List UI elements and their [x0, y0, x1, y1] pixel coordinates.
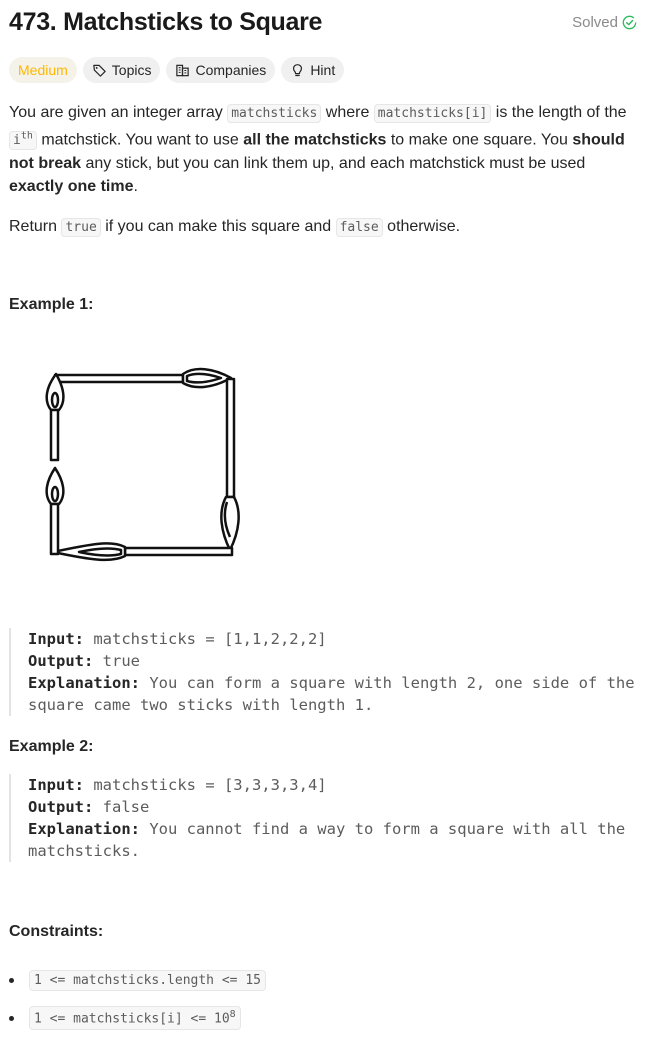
difficulty-label: Medium	[18, 62, 68, 78]
constraint-code: 1 <= matchsticks[i] <= $10^8$	[29, 1006, 241, 1029]
tag-row	[9, 57, 344, 83]
constraint-code: 1 <= matchsticks.length <= 15	[29, 970, 266, 991]
example-1-heading: Example 1:	[9, 296, 94, 313]
inline-code: false	[336, 218, 383, 237]
description-paragraph-2: Return true if you can make this square and false otherwise.	[9, 218, 461, 236]
topics-button[interactable]	[83, 57, 161, 83]
constraint-item	[9, 999, 266, 1037]
example-2-heading: Example 2:	[9, 738, 94, 755]
constraints-heading: Constraints:	[9, 923, 104, 940]
topics-label: Topics	[111, 62, 152, 78]
companies-label: Companies	[195, 62, 267, 78]
difficulty-badge	[9, 57, 77, 83]
example-1-block: Input: matchsticks = [1,1,2,2,2] Output: true Explanation: You can form a square with length 2, one side of the square came two sticks with length 1.	[9, 628, 637, 716]
inline-code: matchsticks	[227, 104, 321, 123]
example-2-block: Input: matchsticks = [3,3,3,3,4] Output: false Explanation: You cannot find a way to form a square with all the matchsticks.	[9, 774, 637, 862]
hint-button[interactable]	[281, 57, 344, 83]
matchsticks-illustration	[35, 362, 250, 574]
problem-description	[9, 101, 634, 256]
title-row	[9, 5, 637, 41]
inline-code: true	[61, 218, 100, 237]
description-paragraph-1: You are given an integer array matchsticks where matchsticks[i] is the length of the $i^{th}$ matchstick. You want to use all the matchsticks to make one square. You should not break any stick, but you can link them up, and each matchstick must be used exactly one time.	[9, 104, 627, 196]
inline-code: $i^{th}$	[9, 131, 37, 150]
problem-title[interactable]: 473. Matchsticks to Square	[9, 8, 323, 36]
solved-status	[572, 14, 637, 31]
hint-label: Hint	[310, 62, 336, 78]
constraint-item	[9, 961, 266, 999]
lightbulb-icon	[290, 63, 305, 78]
solved-label: Solved	[572, 14, 618, 31]
bullet	[9, 1016, 14, 1021]
check-circle-icon	[622, 15, 637, 30]
matchsticks-square-image	[35, 362, 250, 574]
building-icon	[175, 63, 190, 78]
constraints-list	[9, 961, 266, 1037]
tag-icon	[92, 63, 107, 78]
inline-code: matchsticks[i]	[374, 104, 492, 123]
companies-button[interactable]	[166, 57, 275, 83]
bullet	[9, 978, 14, 983]
